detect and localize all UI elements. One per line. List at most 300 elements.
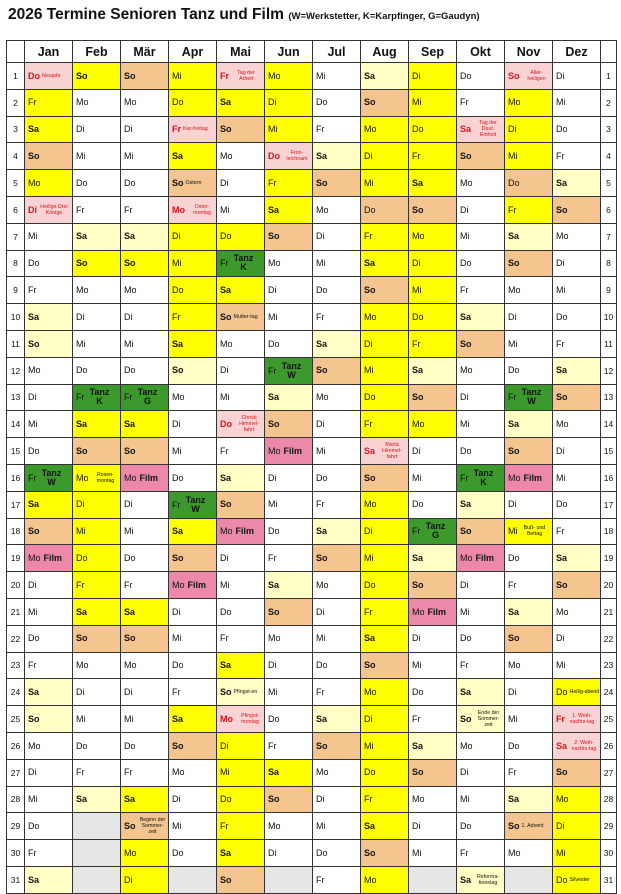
weekday-label: Mi bbox=[364, 177, 374, 188]
weekday-label: Mi bbox=[460, 419, 470, 430]
day-cell bbox=[553, 223, 601, 250]
day-number-right: 19 bbox=[601, 545, 617, 572]
day-cell bbox=[361, 170, 409, 197]
weekday-label: Mo bbox=[76, 472, 89, 483]
weekday-label: Mi bbox=[268, 686, 278, 697]
weekday-label: Mi bbox=[220, 579, 230, 590]
day-cell bbox=[553, 411, 601, 438]
weekday-label: Do bbox=[28, 445, 40, 456]
day-cell bbox=[505, 786, 553, 813]
holiday-note: Heilige Drei Könige bbox=[40, 203, 68, 216]
day-cell bbox=[505, 384, 553, 411]
weekday-label: Fr bbox=[76, 767, 85, 778]
weekday-label: So bbox=[460, 526, 472, 537]
weekday-label: Do bbox=[28, 820, 40, 831]
day-cell bbox=[313, 840, 361, 867]
weekday-label: Sa bbox=[172, 713, 184, 724]
day-cell bbox=[361, 357, 409, 384]
day-row bbox=[7, 706, 617, 733]
weekday-label: Mo bbox=[412, 606, 425, 617]
weekday-label: So bbox=[412, 204, 424, 215]
day-number-right: 30 bbox=[601, 840, 617, 867]
day-cell bbox=[505, 277, 553, 304]
day-number-right: 6 bbox=[601, 196, 617, 223]
weekday-label: So bbox=[76, 70, 88, 81]
weekday-label: Fr bbox=[556, 151, 565, 162]
day-row bbox=[7, 840, 617, 867]
day-cell bbox=[409, 866, 457, 893]
day-cell bbox=[25, 384, 73, 411]
weekday-label: Mo bbox=[124, 97, 137, 108]
day-cell bbox=[505, 411, 553, 438]
day-cell bbox=[313, 652, 361, 679]
weekday-label: Do bbox=[412, 311, 424, 322]
weekday-label: Di bbox=[28, 204, 37, 215]
weekday-label: Mi bbox=[172, 633, 182, 644]
day-cell bbox=[553, 170, 601, 197]
weekday-label: Do bbox=[172, 660, 184, 671]
day-cell bbox=[409, 598, 457, 625]
day-cell bbox=[169, 63, 217, 90]
day-cell bbox=[169, 598, 217, 625]
day-number-right: 23 bbox=[601, 652, 617, 679]
day-cell bbox=[121, 411, 169, 438]
day-cell bbox=[457, 63, 505, 90]
day-number-left: 29 bbox=[7, 813, 25, 840]
day-cell bbox=[169, 384, 217, 411]
day-cell bbox=[361, 518, 409, 545]
day-number-right: 21 bbox=[601, 598, 617, 625]
holiday-note: Ende der Sommer-zeit bbox=[477, 709, 500, 728]
day-cell bbox=[313, 384, 361, 411]
weekday-label: Do bbox=[220, 794, 232, 805]
day-cell bbox=[25, 116, 73, 143]
weekday-label: Fr bbox=[460, 97, 469, 108]
day-cell bbox=[313, 250, 361, 277]
day-cell bbox=[73, 464, 121, 491]
day-cell bbox=[265, 438, 313, 465]
day-cell bbox=[265, 518, 313, 545]
day-cell bbox=[217, 491, 265, 518]
day-cell bbox=[25, 464, 73, 491]
weekday-label: Di bbox=[508, 311, 517, 322]
weekday-label: Sa bbox=[124, 794, 136, 805]
weekday-label: Mo bbox=[76, 285, 89, 296]
day-cell bbox=[409, 652, 457, 679]
day-number-right: 16 bbox=[601, 464, 617, 491]
day-number-left: 6 bbox=[7, 196, 25, 223]
day-cell bbox=[25, 170, 73, 197]
day-cell bbox=[25, 866, 73, 893]
day-cell bbox=[217, 866, 265, 893]
day-cell bbox=[217, 813, 265, 840]
film-event: Film bbox=[235, 526, 255, 537]
day-cell bbox=[169, 411, 217, 438]
day-cell bbox=[25, 706, 73, 733]
weekday-label: Mo bbox=[364, 124, 377, 135]
weekday-label: So bbox=[124, 821, 136, 832]
day-cell bbox=[169, 813, 217, 840]
day-cell bbox=[169, 786, 217, 813]
weekday-label: Di bbox=[508, 124, 517, 135]
weekday-label: Di bbox=[28, 767, 37, 778]
day-cell bbox=[505, 196, 553, 223]
weekday-label: Di bbox=[172, 419, 181, 430]
day-cell bbox=[217, 572, 265, 599]
day-cell bbox=[25, 652, 73, 679]
day-number-right: 15 bbox=[601, 438, 617, 465]
weekday-label: Fr bbox=[220, 820, 229, 831]
day-number-left: 1 bbox=[7, 63, 25, 90]
day-row bbox=[7, 143, 617, 170]
day-cell bbox=[121, 116, 169, 143]
day-cell bbox=[217, 330, 265, 357]
day-cell bbox=[313, 411, 361, 438]
weekday-label: Fr bbox=[508, 204, 517, 215]
weekday-label: Mi bbox=[172, 258, 182, 269]
day-cell bbox=[457, 89, 505, 116]
day-cell bbox=[313, 304, 361, 331]
day-cell bbox=[409, 330, 457, 357]
weekday-label: Di bbox=[460, 767, 469, 778]
weekday-label: Mo bbox=[172, 767, 185, 778]
day-cell bbox=[553, 706, 601, 733]
day-cell bbox=[313, 759, 361, 786]
weekday-label: Sa bbox=[412, 553, 424, 563]
weekday-label: Mi bbox=[316, 820, 326, 831]
day-cell bbox=[121, 464, 169, 491]
day-cell bbox=[457, 196, 505, 223]
day-cell bbox=[409, 813, 457, 840]
weekday-label: Do bbox=[412, 124, 424, 135]
day-row bbox=[7, 357, 617, 384]
weekday-label: Fr bbox=[508, 392, 517, 403]
day-number-right: 17 bbox=[601, 491, 617, 518]
day-cell bbox=[361, 706, 409, 733]
day-cell bbox=[313, 330, 361, 357]
weekday-label: Fr bbox=[220, 445, 229, 456]
weekday-label: Sa bbox=[28, 686, 40, 697]
day-cell bbox=[361, 250, 409, 277]
day-cell bbox=[313, 813, 361, 840]
weekday-label: Mo bbox=[220, 151, 233, 162]
day-cell bbox=[361, 572, 409, 599]
weekday-label: Fr bbox=[28, 847, 37, 858]
weekday-label: Mi bbox=[172, 820, 182, 831]
day-cell bbox=[409, 759, 457, 786]
day-row bbox=[7, 545, 617, 572]
weekday-label: Do bbox=[460, 70, 472, 81]
weekday-label: Di bbox=[220, 740, 229, 751]
weekday-label: So bbox=[316, 740, 328, 751]
day-cell bbox=[265, 759, 313, 786]
day-cell bbox=[409, 572, 457, 599]
weekday-label: Mi bbox=[28, 794, 38, 805]
day-cell bbox=[505, 706, 553, 733]
weekday-label: Do bbox=[508, 740, 520, 751]
weekday-label: Di bbox=[556, 445, 565, 456]
day-cell bbox=[361, 304, 409, 331]
weekday-label: Mi bbox=[460, 606, 470, 617]
weekday-label: Mo bbox=[268, 445, 281, 456]
day-number-left: 21 bbox=[7, 598, 25, 625]
day-cell bbox=[265, 143, 313, 170]
day-cell bbox=[73, 813, 121, 840]
weekday-label: Fr bbox=[316, 686, 325, 697]
weekday-label: Fr bbox=[172, 311, 181, 322]
day-cell bbox=[505, 572, 553, 599]
weekday-label: Fr bbox=[28, 472, 37, 483]
day-cell bbox=[169, 196, 217, 223]
day-cell bbox=[169, 143, 217, 170]
weekday-label: Fr bbox=[268, 553, 277, 563]
holiday-note: Rosen-montag bbox=[96, 471, 115, 484]
weekday-label: Sa bbox=[508, 606, 520, 617]
day-cell bbox=[169, 464, 217, 491]
weekday-label: Do bbox=[172, 285, 184, 296]
weekday-label: Mo bbox=[124, 472, 137, 483]
weekday-label: Fr bbox=[268, 365, 277, 376]
day-cell bbox=[313, 223, 361, 250]
weekday-label: Do bbox=[556, 874, 568, 885]
holiday-note: Mutter-tag bbox=[233, 313, 258, 320]
weekday-label: Di bbox=[364, 338, 373, 349]
day-cell bbox=[73, 116, 121, 143]
weekday-label: Fr bbox=[460, 847, 469, 858]
day-row bbox=[7, 598, 617, 625]
weekday-label: Mi bbox=[268, 311, 278, 322]
weekday-label: Di bbox=[76, 499, 85, 510]
day-cell bbox=[73, 411, 121, 438]
weekday-label: Sa bbox=[268, 579, 280, 590]
weekday-label: Do bbox=[460, 258, 472, 269]
day-cell bbox=[25, 250, 73, 277]
weekday-label: Di bbox=[268, 97, 277, 108]
weekday-label: Do bbox=[556, 124, 568, 135]
month-header-row bbox=[7, 41, 617, 63]
month-header-5: Mai bbox=[217, 41, 265, 63]
weekday-label: Mi bbox=[556, 472, 566, 483]
day-cell bbox=[313, 116, 361, 143]
weekday-label: Mi bbox=[76, 338, 86, 349]
month-header-12: Dez bbox=[553, 41, 601, 63]
day-cell bbox=[457, 679, 505, 706]
weekday-label: Fr bbox=[508, 579, 517, 590]
weekday-label: Di bbox=[76, 686, 85, 697]
weekday-label: Mo bbox=[124, 660, 137, 671]
weekday-label: So bbox=[124, 70, 136, 81]
day-cell bbox=[73, 652, 121, 679]
weekday-label: Do bbox=[124, 553, 136, 563]
weekday-label: Do bbox=[364, 767, 376, 778]
weekday-label: Sa bbox=[364, 820, 376, 831]
day-cell bbox=[121, 866, 169, 893]
weekday-label: Mo bbox=[316, 392, 329, 403]
day-number-right: 13 bbox=[601, 384, 617, 411]
weekday-label: Fr bbox=[76, 579, 85, 590]
weekday-label: Di bbox=[220, 553, 229, 563]
day-cell bbox=[169, 277, 217, 304]
weekday-label: So bbox=[28, 713, 40, 724]
day-cell bbox=[505, 759, 553, 786]
weekday-label: Do bbox=[508, 177, 520, 188]
day-cell bbox=[553, 116, 601, 143]
holiday-note: Fron-leichnam bbox=[286, 150, 308, 163]
weekday-label: Sa bbox=[124, 606, 136, 617]
weekday-label: So bbox=[268, 419, 280, 430]
weekday-label: Fr bbox=[460, 660, 469, 671]
day-cell bbox=[313, 196, 361, 223]
weekday-label: Do bbox=[316, 472, 328, 483]
day-cell bbox=[73, 438, 121, 465]
day-cell bbox=[169, 304, 217, 331]
weekday-label: Fr bbox=[28, 285, 37, 296]
day-cell bbox=[553, 63, 601, 90]
weekday-label: Mo bbox=[172, 579, 185, 590]
weekday-label: Sa bbox=[508, 419, 520, 430]
weekday-label: Sa bbox=[364, 633, 376, 644]
day-cell bbox=[553, 786, 601, 813]
weekday-label: Di bbox=[316, 231, 325, 242]
day-cell bbox=[121, 304, 169, 331]
day-number-right: 7 bbox=[601, 223, 617, 250]
weekday-label: Sa bbox=[508, 231, 520, 242]
day-cell bbox=[361, 866, 409, 893]
day-cell bbox=[169, 357, 217, 384]
film-event: Film bbox=[43, 553, 63, 563]
day-cell bbox=[73, 491, 121, 518]
weekday-label: Fr bbox=[316, 499, 325, 510]
weekday-label: Fr bbox=[508, 767, 517, 778]
weekday-label: Do bbox=[460, 633, 472, 644]
weekday-label: Mo bbox=[268, 70, 281, 81]
day-number-left: 11 bbox=[7, 330, 25, 357]
weekday-label: Do bbox=[220, 606, 232, 617]
weekday-label: Do bbox=[364, 579, 376, 590]
holiday-note: Ostern bbox=[185, 179, 202, 186]
dance-event: Tanz G bbox=[137, 387, 158, 407]
day-cell bbox=[553, 277, 601, 304]
weekday-label: Mi bbox=[556, 847, 566, 858]
day-cell bbox=[505, 63, 553, 90]
day-cell bbox=[217, 652, 265, 679]
day-cell bbox=[505, 866, 553, 893]
title-legend: (W=Werkstetter, K=Karpfinger, G=Gaudyn) bbox=[288, 11, 480, 22]
day-cell bbox=[121, 518, 169, 545]
day-cell bbox=[457, 384, 505, 411]
day-cell bbox=[505, 679, 553, 706]
day-number-left: 12 bbox=[7, 357, 25, 384]
weekday-label: Mi bbox=[364, 553, 374, 563]
weekday-label: So bbox=[268, 231, 280, 242]
day-cell bbox=[361, 732, 409, 759]
weekday-label: Mo bbox=[220, 713, 233, 724]
holiday-note: Tag der Arbeit bbox=[237, 69, 255, 82]
film-event: Film bbox=[523, 472, 543, 483]
holiday-note: Christi Himmel-fahrt bbox=[239, 415, 259, 434]
day-cell bbox=[553, 866, 601, 893]
day-row bbox=[7, 223, 617, 250]
weekday-label: Fr bbox=[556, 713, 565, 724]
day-number-left: 2 bbox=[7, 89, 25, 116]
weekday-label: Mi bbox=[460, 231, 470, 242]
corner-cell-right bbox=[601, 41, 617, 63]
weekday-label: Di bbox=[364, 526, 373, 537]
day-cell bbox=[217, 277, 265, 304]
day-cell bbox=[25, 438, 73, 465]
day-cell bbox=[121, 357, 169, 384]
weekday-label: Mo bbox=[316, 204, 329, 215]
day-cell bbox=[409, 679, 457, 706]
day-row bbox=[7, 330, 617, 357]
weekday-label: So bbox=[556, 392, 568, 403]
day-number-left: 25 bbox=[7, 706, 25, 733]
day-cell bbox=[553, 759, 601, 786]
weekday-label: Mi bbox=[508, 526, 518, 537]
day-cell bbox=[313, 572, 361, 599]
day-cell bbox=[265, 732, 313, 759]
day-number-left: 10 bbox=[7, 304, 25, 331]
weekday-label: Mo bbox=[268, 258, 281, 269]
weekday-label: Di bbox=[124, 499, 133, 510]
weekday-label: Mi bbox=[124, 151, 134, 162]
weekday-label: Do bbox=[124, 365, 136, 376]
weekday-label: Mi bbox=[124, 713, 134, 724]
weekday-label: So bbox=[220, 124, 232, 135]
day-cell bbox=[553, 143, 601, 170]
day-number-right: 29 bbox=[601, 813, 617, 840]
calendar-table bbox=[6, 40, 617, 894]
day-cell bbox=[313, 143, 361, 170]
day-cell bbox=[457, 357, 505, 384]
weekday-label: So bbox=[28, 151, 40, 162]
weekday-label: So bbox=[124, 633, 136, 644]
day-cell bbox=[25, 411, 73, 438]
day-cell bbox=[73, 63, 121, 90]
day-cell bbox=[457, 759, 505, 786]
weekday-label: Sa bbox=[124, 231, 136, 242]
day-cell bbox=[361, 384, 409, 411]
day-cell bbox=[313, 89, 361, 116]
day-cell bbox=[265, 116, 313, 143]
day-cell bbox=[457, 464, 505, 491]
day-number-right: 12 bbox=[601, 357, 617, 384]
weekday-label: Di bbox=[364, 151, 373, 162]
day-cell bbox=[361, 89, 409, 116]
weekday-label: Mi bbox=[28, 419, 38, 430]
day-cell bbox=[361, 438, 409, 465]
day-cell bbox=[505, 330, 553, 357]
day-cell bbox=[457, 866, 505, 893]
day-number-right: 18 bbox=[601, 518, 617, 545]
day-cell bbox=[73, 866, 121, 893]
day-number-left: 14 bbox=[7, 411, 25, 438]
day-cell bbox=[73, 357, 121, 384]
day-cell bbox=[553, 732, 601, 759]
day-cell bbox=[169, 250, 217, 277]
day-cell bbox=[313, 706, 361, 733]
day-cell bbox=[25, 813, 73, 840]
day-cell bbox=[217, 143, 265, 170]
month-header-7: Jul bbox=[313, 41, 361, 63]
weekday-label: Sa bbox=[28, 874, 40, 885]
weekday-label: Di bbox=[316, 606, 325, 617]
day-row bbox=[7, 625, 617, 652]
film-event: Film bbox=[283, 445, 303, 456]
day-cell bbox=[313, 63, 361, 90]
holiday-note: Silvester bbox=[569, 876, 590, 883]
weekday-label: Do bbox=[556, 499, 568, 510]
